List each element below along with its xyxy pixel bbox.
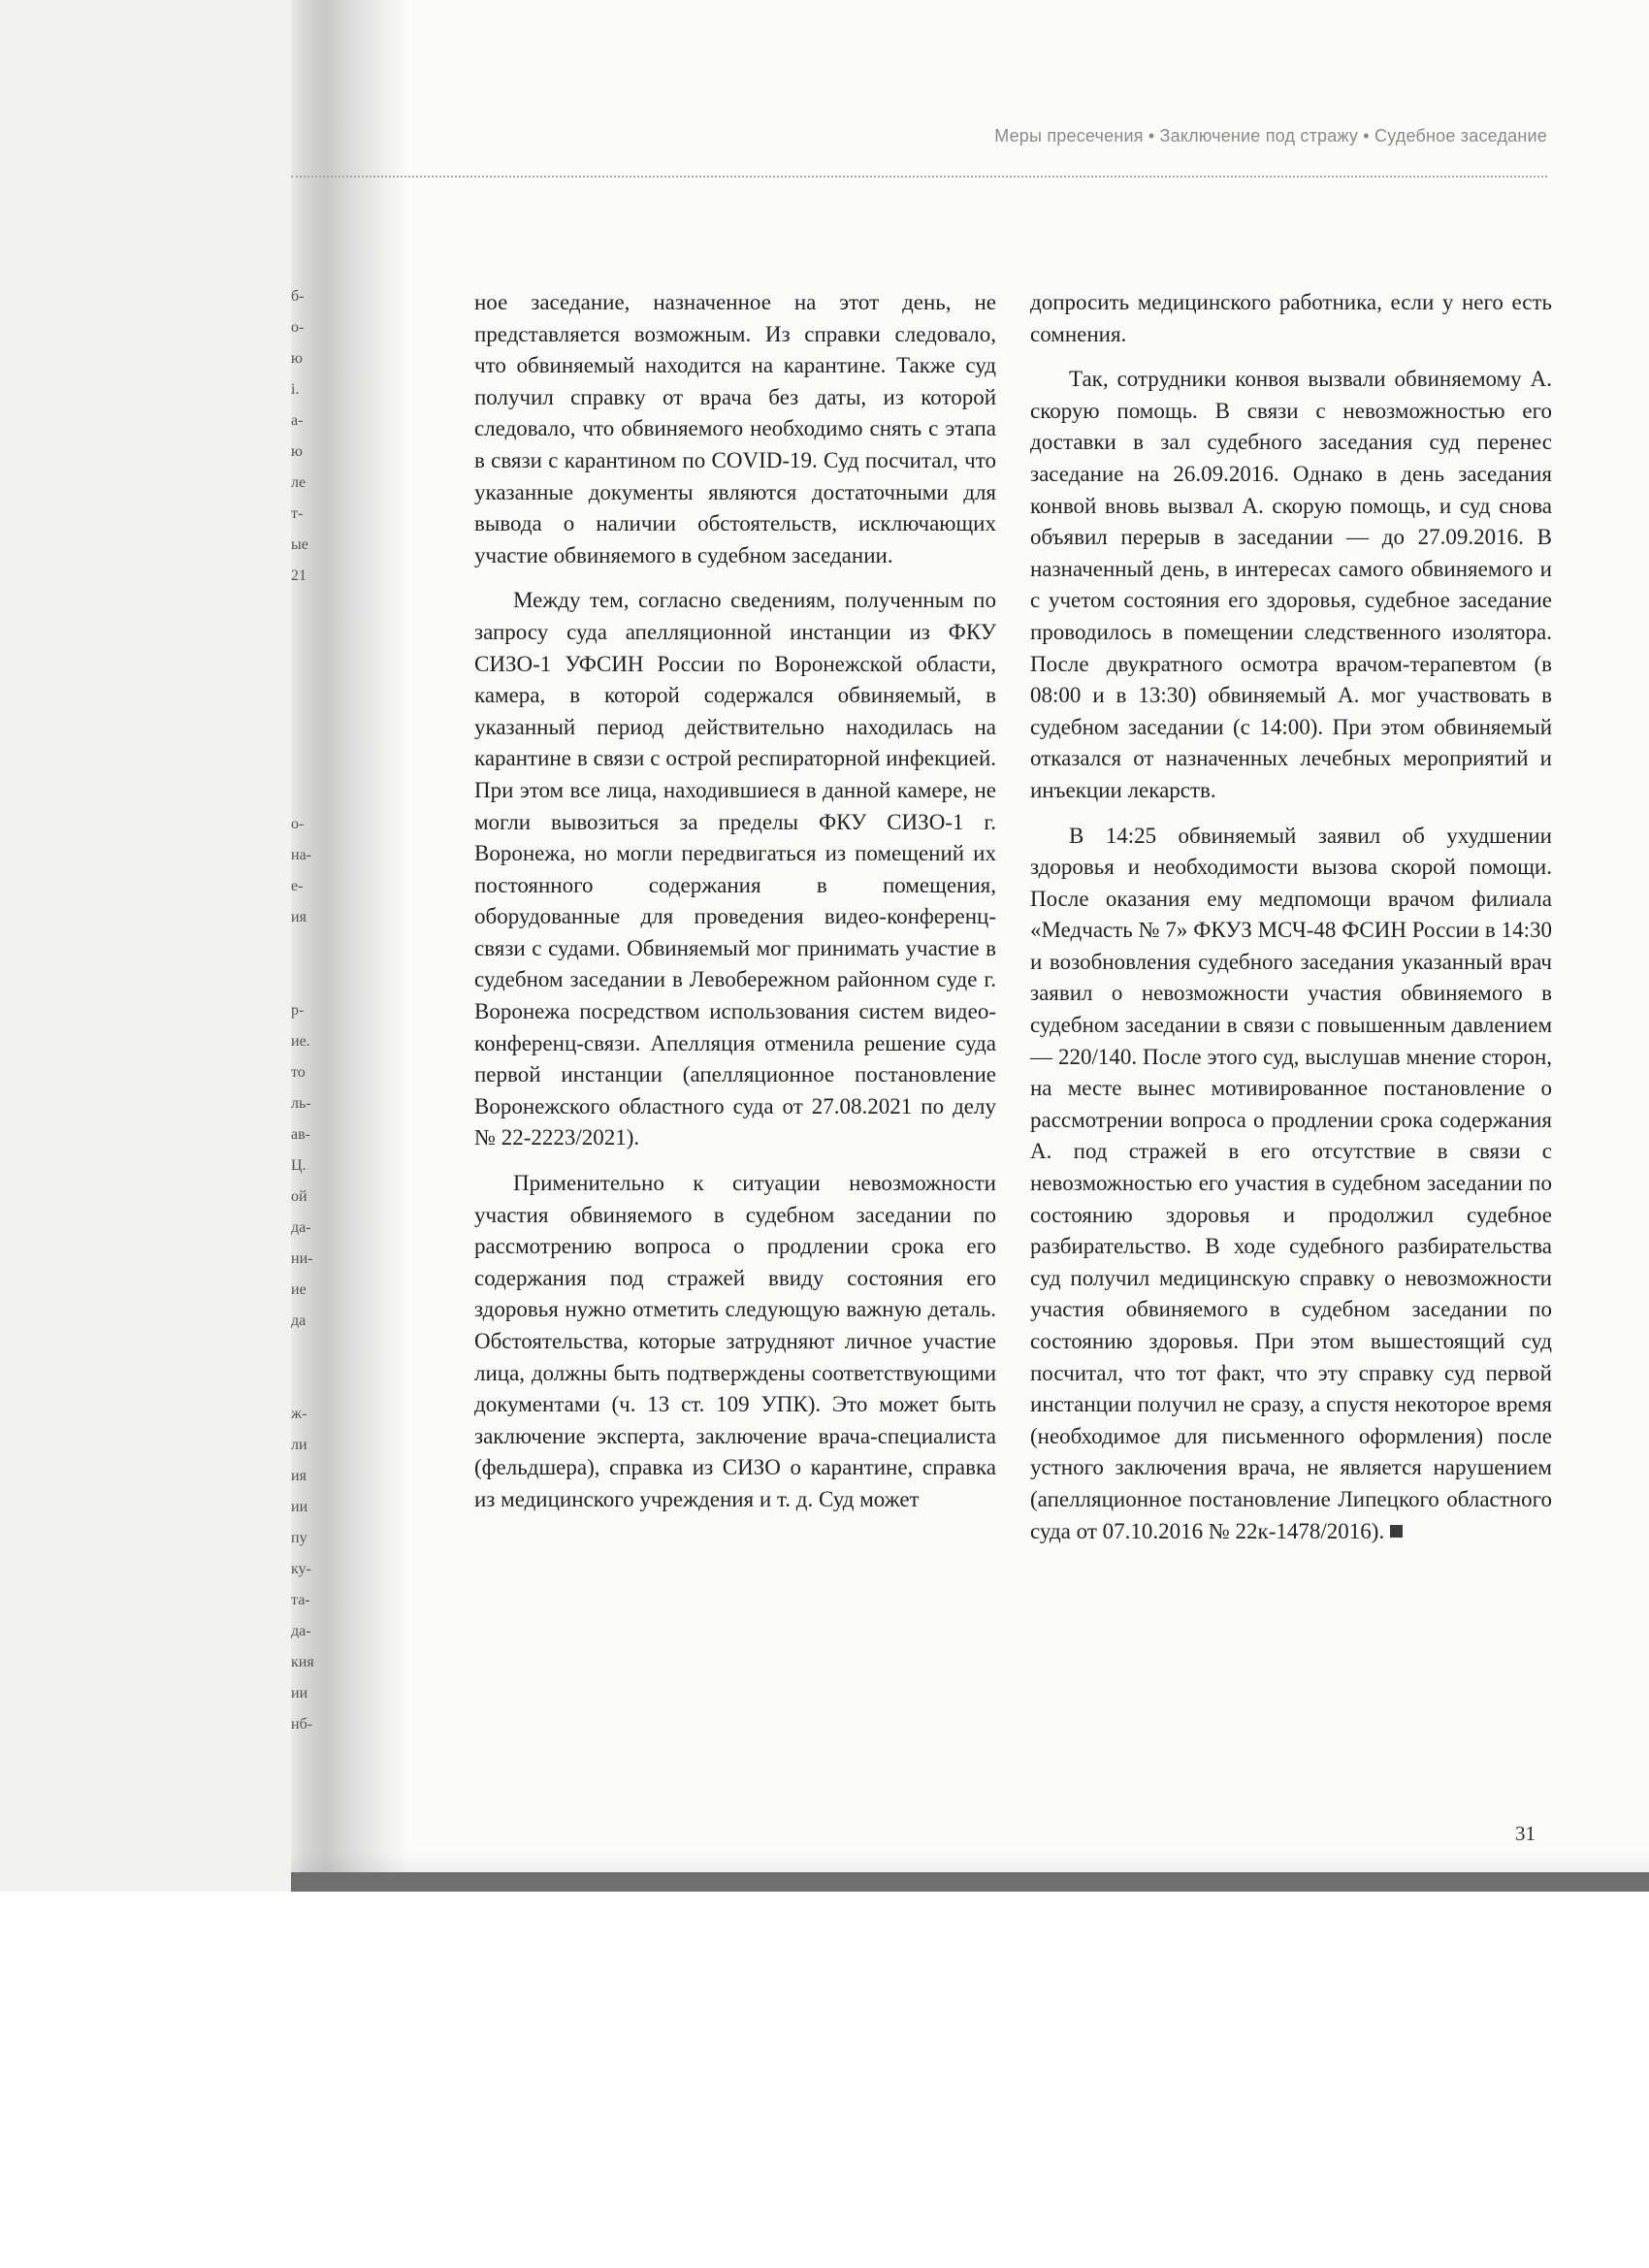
facing-page-fragment: ия [291,1468,307,1484]
facing-page-fragment: ю [291,350,303,367]
paragraph: ное заседание, назначенное на этот день, не представляется возможным. Из справки следовало, что обвиняемый находится на карантине. Также суд получил справку от врача без даты, из которой следовало, что обвиняемого необходимо снять с этапа в связи с карантином по COVID-19. Суд посчитал, что указанные документы являются достаточными для вывода о наличии обстоятельств, исключающих участие обвиняемого в судебном заседании. [474,290,996,567]
facing-page-fragments [291,281,318,1740]
facing-page-fragment: ю [291,443,303,460]
facing-page-fragment: о- [291,319,305,336]
facing-page-fragment: ии [291,1685,308,1701]
running-header: Меры пресечения • Заключение под стражу • Судебное заседание [994,126,1547,146]
facing-page-fragment: ав- [291,1126,310,1143]
page-number: 31 [1515,1822,1536,1845]
facing-page-fragment: та- [291,1592,310,1608]
facing-page-fragment [291,592,318,623]
scan-bottom-edge [291,1872,1649,1892]
facing-page-fragment: ли [291,1437,307,1453]
paragraph: Применительно к ситуации невозможности участия обвиняемого в судебном заседании по рассмотрению вопроса о продлении срока его содержания под стражей ввиду состояния его здоровья нужно отметить следующую важную деталь. Обстоятельства, которые затрудняют личное участие лица, должны быть подтверждены соответствующими документами (ч. 13 ст. 109 УПК). Это может быть заключение эксперта, заключение врача-специалиста (фельдшера), справка из СИЗО о карантине, справка из медицинского учреждения и т. д. Суд может [474,1171,996,1511]
scan-left-page-strip [0,0,299,1892]
facing-page-fragment [291,623,318,654]
header-dotted-rule [291,176,1547,178]
facing-page-fragment: т- [291,505,304,522]
facing-page-fragment [291,778,318,809]
facing-page-fragment: 21 [291,567,307,584]
facing-page-fragment: нб- [291,1716,313,1733]
facing-page-fragment [291,933,318,964]
paragraph-final [1030,821,1552,1548]
facing-page-fragment: ые [291,536,308,553]
facing-page-fragment: ж- [291,1406,307,1422]
paragraph: допросить медицинского работника, если у него есть сомнения. [1030,290,1552,346]
facing-page-fragment [291,654,318,685]
facing-page-fragment: ль- [291,1095,311,1112]
facing-page-fragment [291,1337,318,1368]
facing-page-fragment: б- [291,288,305,305]
facing-page-fragment [291,716,318,747]
paragraph: Между тем, согласно сведениям, полученным по запросу суда апелляционной инстанции из ФКУ СИЗО-1 УФСИН России по Воронежской области, камера, в которой содержался обвиняемый, в указанный период действительно находилась на карантине в связи с острой респираторной инфекцией. При этом все лица, находившиеся в данной камере, не могли вывозиться за пределы ФКУ СИЗО-1 г. Воронежа, но могли передвигаться из помещений их постоянного содержания в помещения, оборудованные для проведения видео-конференц-связи с судами. Обвиняемый мог принимать участие в судебном заседании в Левобережном районном суде г. Воронежа посредством использования систем видео-конференц-связи. Апелляция отменила решение суда первой инстанции (апелляционное постановление Воронежского областного суда от 27.08.2021 по делу № 22-2223/2021). [474,588,996,1150]
text-column-left [474,287,996,1530]
facing-page-fragment [291,747,318,778]
facing-page-fragment: то [291,1064,306,1081]
paragraph: Так, сотрудники конвоя вызвали обвиняемому А. скорую помощь. В связи с невозможностью его доставки в зал судебного заседания суд перенес заседание на 26.09.2016. Однако в день заседания конвой вновь вызвал А. скорую помощь, и суд снова объявил перерыв в заседании — до 27.09.2016. В назначенный день, в интересах самого обвиняемого и с учетом состояния его здоровья, судебное заседание проводилось в помещении следственного изолятора. После двукратного осмотра врачом-терапевтом (в 08:00 и в 13:30) обвиняемый А. мог участвовать в судебном заседании (с 14:00). При этом обвиняемый отказался от назначенных лечебных мероприятий и инъекции лекарств. [1030,367,1552,802]
facing-page-fragment [291,1368,318,1399]
facing-page-fragment: е- [291,878,304,894]
facing-page-fragment: ни- [291,1250,313,1267]
facing-page-fragment: ку- [291,1561,311,1577]
facing-page-fragment: ой [291,1188,307,1205]
facing-page-fragment: ле [291,474,307,491]
facing-page-fragment [291,964,318,995]
end-of-article-square-icon [1390,1525,1403,1538]
facing-page-fragment: ии [291,1499,308,1515]
facing-page-fragment: да [291,1312,307,1329]
facing-page-fragment: Ц. [291,1157,307,1174]
facing-page-fragment: кия [291,1654,314,1670]
facing-page-fragment: да- [291,1623,311,1639]
facing-page-fragment: ия [291,909,307,925]
facing-page-fragment: о- [291,816,305,832]
facing-page-fragment: р- [291,1002,305,1019]
paragraph-text: В 14:25 обвиняемый заявил об ухудшении здоровья и необходимости вызова скорой помощи. После оказания ему медпомощи врачом филиала «Медчасть № 7» ФКУЗ МСЧ-48 ФСИН России в 14:30 и возобновления судебного заседания указанный врач заявил о невозможности участия обвиняемого в судебном заседании в связи с повышенным давлением — 220/140. После этого суд, выслушав мнение сторон, на месте вынес мотивированное постановление о рассмотрении вопроса о продлении срока содержания А. под стражей в его отсутствие в связи с невозможностью его участия в судебном заседании по состоянию здоровья и продолжил судебное разбирательство. В ходе судебного разбирательства суд получил медицинскую справку о невозможности участия обвиняемого в судебном заседании по состоянию здоровья. При этом вышестоящий суд посчитал, что тот факт, что эту справку суд первой инстанции получил не сразу, а спустя некоторое время (необходимое для письменного оформления) после устного заключения врача, не является нарушением (апелляционное постановление Липецкого областного суда от 07.10.2016 № 22к-1478/2016). [1030,823,1552,1543]
facing-page-fragment: да- [291,1219,311,1236]
facing-page-fragment [291,685,318,716]
facing-page-fragment: ие. [291,1033,310,1050]
facing-page-fragment: пу [291,1530,307,1546]
scan-blank-area [0,1892,1649,2268]
text-column-right [1030,287,1552,1561]
facing-page-fragment: ие [291,1281,307,1298]
facing-page-fragment: і. [291,381,300,398]
facing-page-fragment: на- [291,847,311,863]
facing-page-fragment: а- [291,412,304,429]
